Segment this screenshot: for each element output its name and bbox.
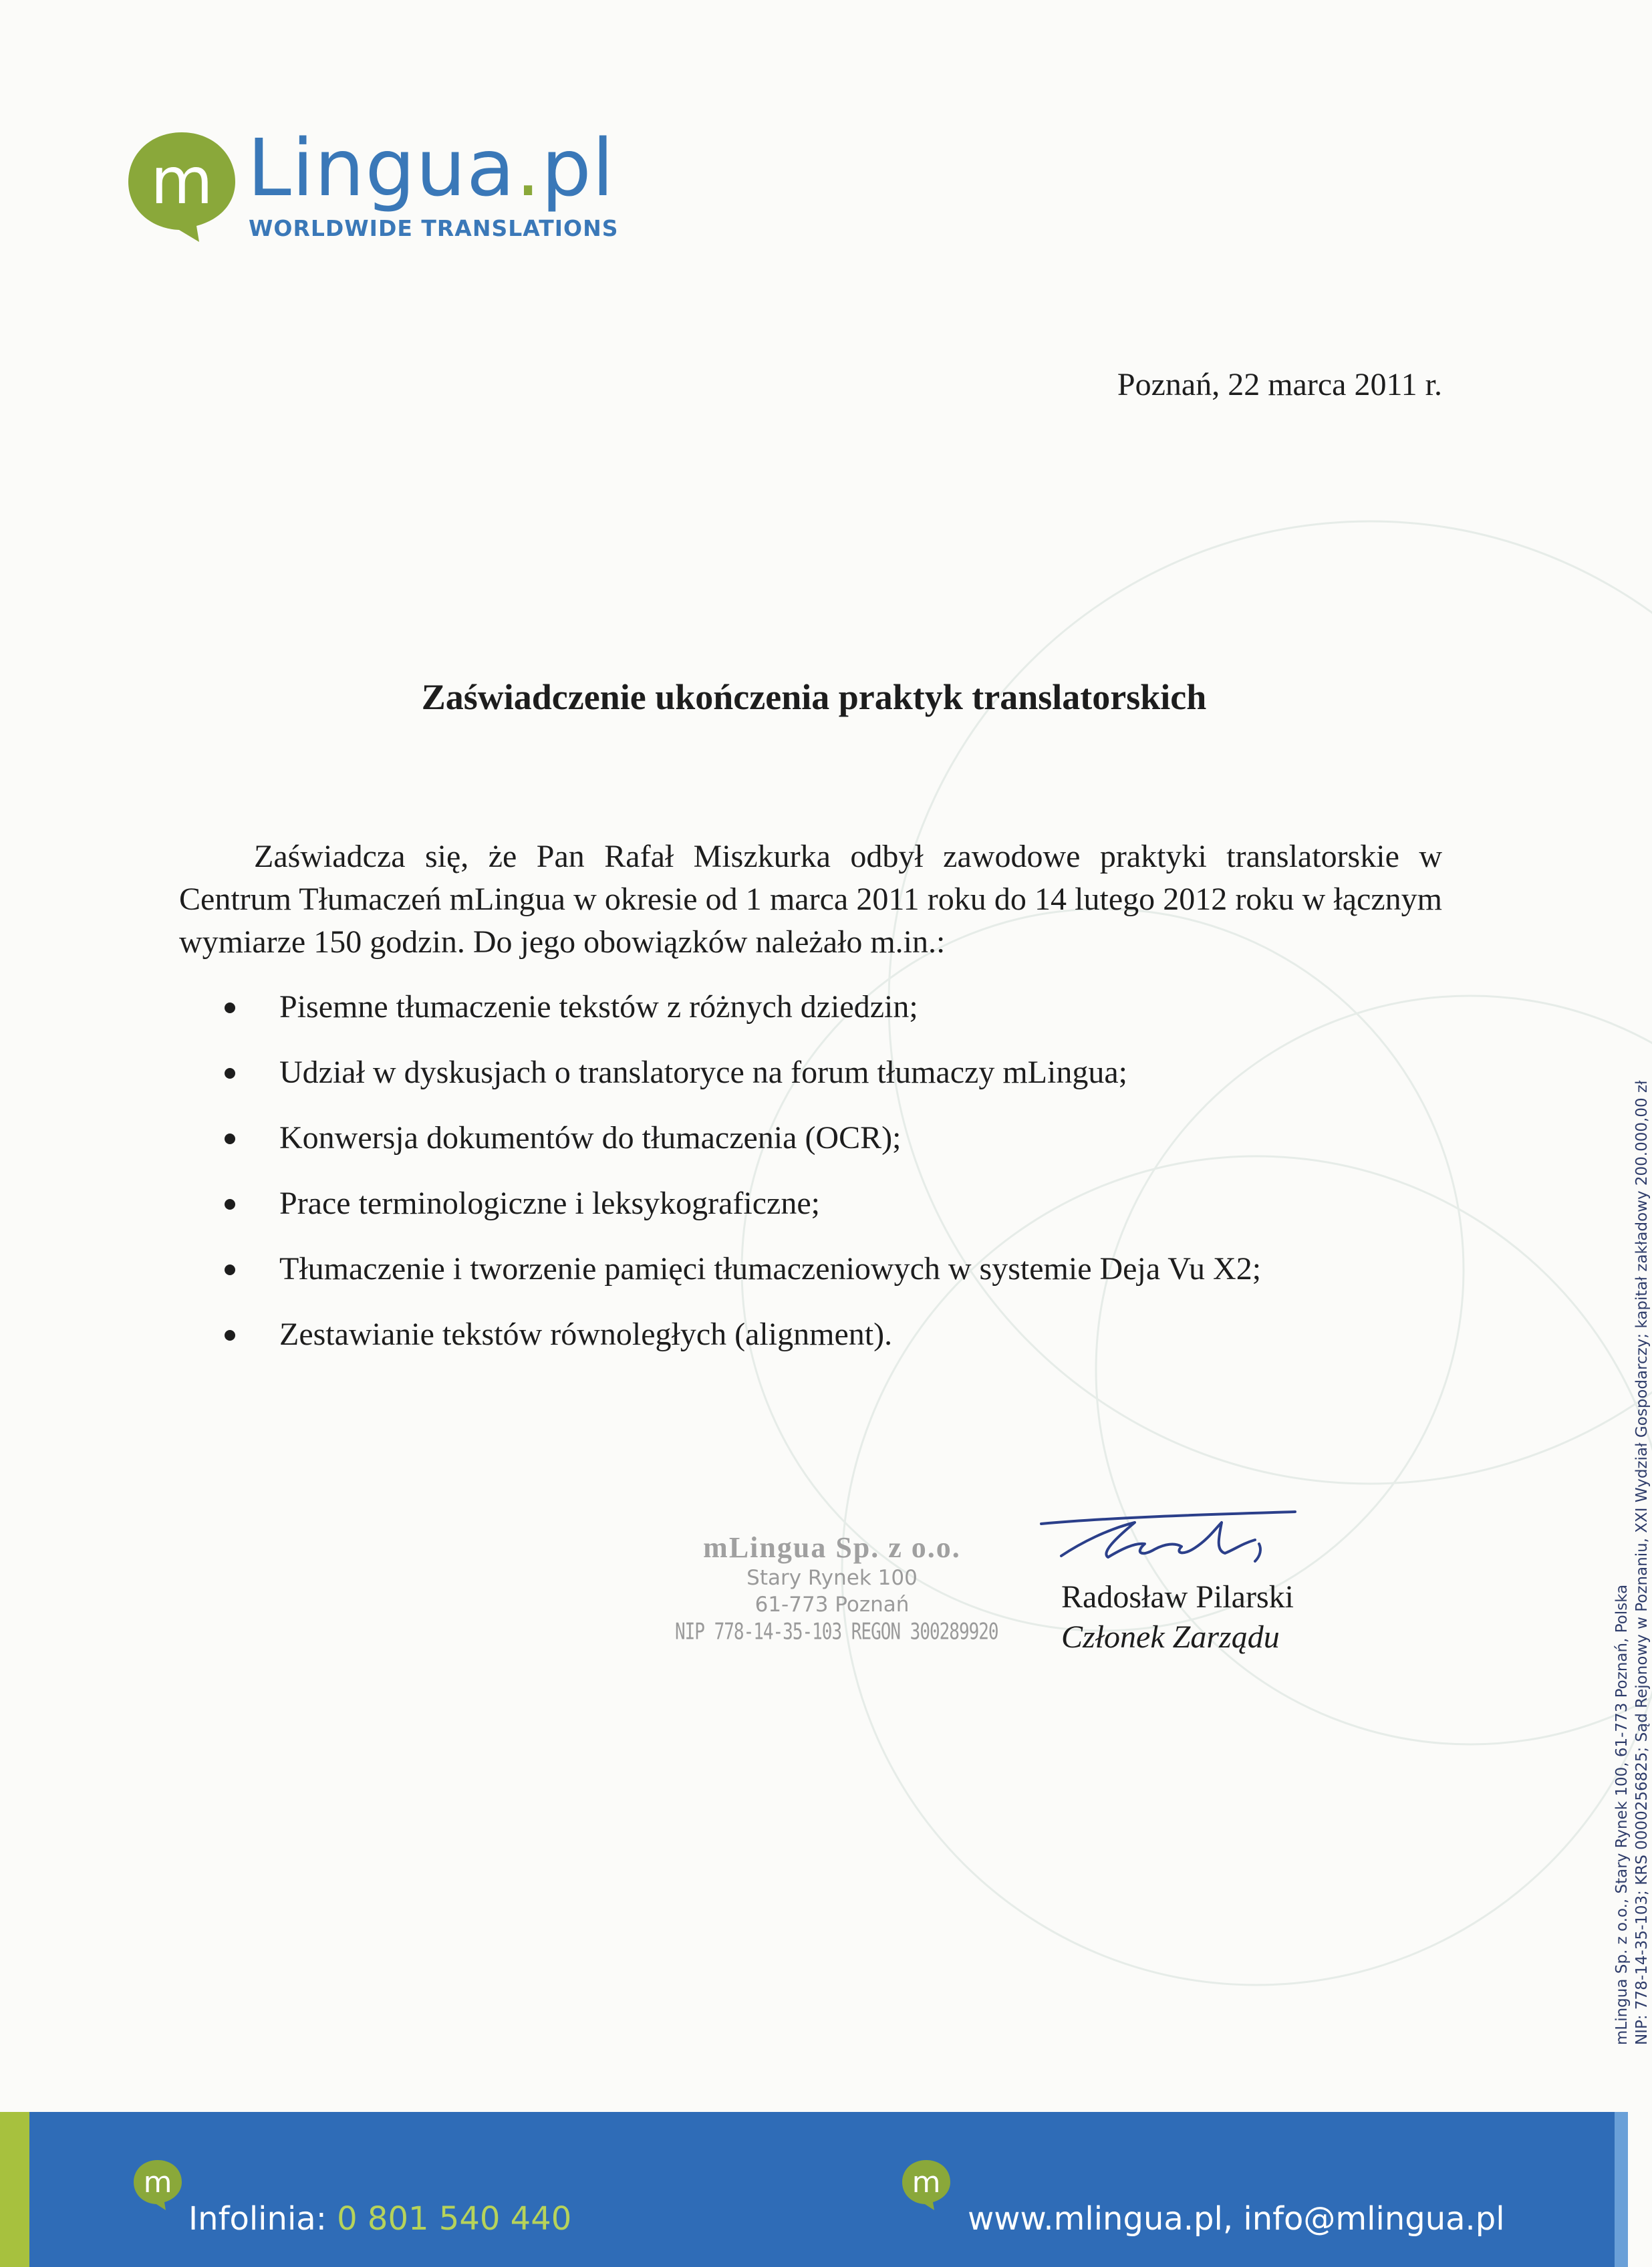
bullet-icon	[225, 1003, 235, 1013]
bullet-icon	[225, 1068, 235, 1079]
company-logo	[124, 122, 619, 242]
certificate-title: Zaświadczenie ukończenia praktyk translatorskich	[421, 677, 1207, 717]
footer-edge-stripe	[1615, 2112, 1628, 2267]
svg-text:m: m	[150, 144, 213, 219]
certificate-paragraph: Zaświadcza się, że Pan Rafał Miszkurka odbył zawodowe praktyki translatorskie w Centrum Tłumaczeń mLingua w okresie od 1 marca 2011 roku do 14 lutego 2012 roku w łącznym wymiarze 150 godzin. Do jego obowiązków należało m.in.:	[179, 839, 1442, 960]
stamp-tax-ids: NIP 778-14-35-103 REGON 300289920	[675, 1619, 998, 1645]
company-stamp	[675, 1530, 998, 1645]
hotline-number[interactable]: 0 801 540 440	[337, 2200, 572, 2238]
speech-bubble-icon	[131, 2157, 184, 2211]
duty-item: Pisemne tłumaczenie tekstów z różnych dziedzin;	[221, 986, 1357, 1051]
duty-item: Prace terminologiczne i leksykograficzne;	[221, 1182, 1357, 1248]
stamp-company: mLingua Sp. z o.o.	[703, 1531, 961, 1564]
duty-item: Zestawianie tekstów równoległych (alignment).	[221, 1313, 1357, 1379]
stamp-street: Stary Rynek 100	[746, 1566, 918, 1590]
hotline: Infolinia: 0 801 540 440	[188, 2200, 572, 2238]
legal-line-registration: NIP: 778-14-35-103; KRS 0000256825; Sąd Rejonowy w Poznaniu, XXI Wydział Gospodarczy; kapitał zakładowy 200.000,00 zł	[1633, 1080, 1651, 2045]
bullet-icon	[225, 1264, 235, 1275]
duty-item: Tłumaczenie i tworzenie pamięci tłumaczeniowych w systemie Deja Vu X2;	[221, 1248, 1357, 1313]
logo-wordmark: Lingua.pl	[247, 122, 615, 214]
duty-item: Konwersja dokumentów do tłumaczenia (OCR);	[221, 1117, 1357, 1182]
letter-date: Poznań, 22 marca 2011 r.	[1117, 367, 1442, 402]
svg-text:m: m	[143, 2165, 172, 2199]
bullet-icon	[225, 1199, 235, 1210]
footer-accent-stripe	[0, 2112, 29, 2267]
signer-role: Członek Zarządu	[1061, 1619, 1280, 1655]
duties-list	[221, 986, 1357, 1379]
bullet-icon	[225, 1330, 235, 1341]
logo-tagline: WORLDWIDE TRANSLATIONS	[249, 215, 619, 241]
speech-bubble-icon	[900, 2157, 953, 2211]
speech-bubble-icon	[124, 128, 239, 243]
handwritten-signature	[1035, 1502, 1302, 1583]
duty-item: Udział w dyskusjach o translatoryce na forum tłumaczy mLingua;	[221, 1051, 1357, 1117]
svg-text:m: m	[912, 2165, 941, 2199]
footer-contacts[interactable]: www.mlingua.pl, info@mlingua.pl	[968, 2200, 1505, 2238]
stamp-city: 61-773 Poznań	[754, 1593, 910, 1617]
bullet-icon	[225, 1134, 235, 1144]
company-legal-info	[1612, 1080, 1652, 2045]
signer-name: Radosław Pilarski	[1061, 1579, 1294, 1615]
legal-line-address: mLingua Sp. z o.o., Stary Rynek 100, 61-773 Poznań, Polska	[1613, 1584, 1631, 2045]
footer-bar	[0, 2112, 1628, 2267]
